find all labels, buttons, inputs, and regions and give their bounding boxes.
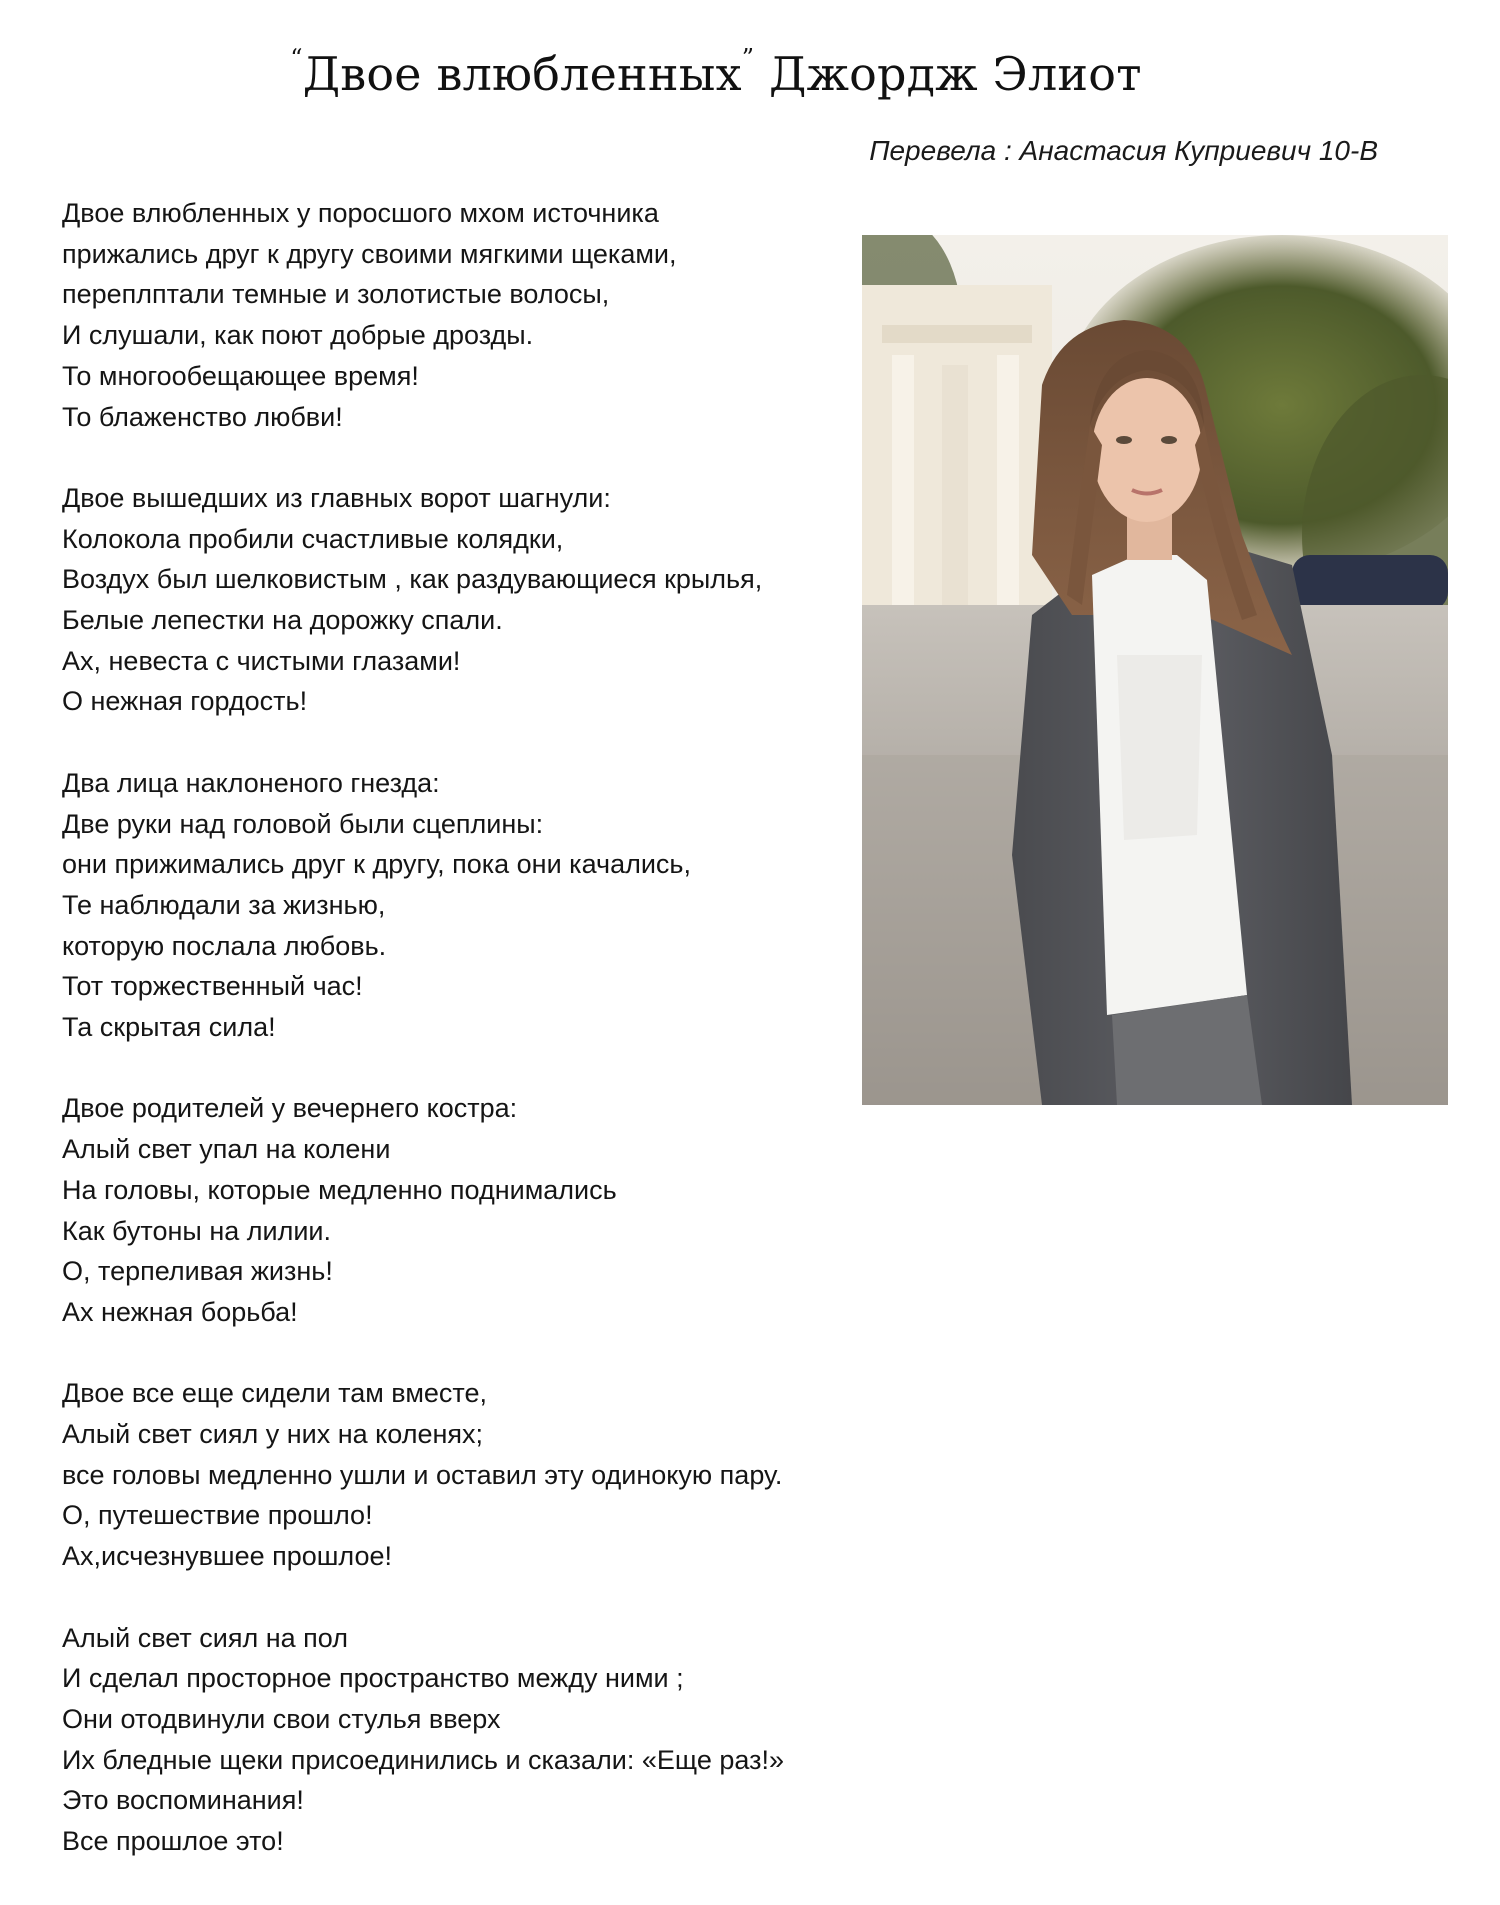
stanza bbox=[62, 1373, 862, 1577]
poem-body bbox=[62, 193, 862, 1862]
poem-line: И слушали, как поют добрые дрозды. bbox=[62, 320, 534, 351]
poem-line: они прижимались друг к другу, пока они качались, bbox=[62, 849, 691, 880]
poem-line: Как бутоны на лилии. bbox=[62, 1215, 332, 1246]
translator-credit: Перевела : Анастасия Куприевич 10-В bbox=[869, 135, 1378, 166]
poem-title: Двое влюбленных bbox=[302, 47, 742, 101]
poem-line: О, путешествие прошло! bbox=[62, 1500, 373, 1531]
poem-line: Воздух был шелковистым , как раздувающиеся крылья, bbox=[62, 564, 763, 595]
poem-line: То многообещающее время! bbox=[62, 360, 419, 391]
poem-line: Та скрытая сила! bbox=[62, 1012, 276, 1043]
poem-line: Белые лепестки на дорожку спали. bbox=[62, 605, 503, 636]
poem-line: Они отодвинули свои стулья вверх bbox=[62, 1703, 501, 1734]
poem-line: Их бледные щеки присоединились и сказали: «Еще раз!» bbox=[62, 1744, 784, 1775]
poem-line: Двое родителей у вечернего костра: bbox=[62, 1093, 518, 1124]
poem-line: Ах нежная борьба! bbox=[62, 1296, 298, 1327]
poem-line: Двое вышедших из главных ворот шагнули: bbox=[62, 482, 611, 513]
poem-line: О, терпеливая жизнь! bbox=[62, 1256, 333, 1287]
poem-line: И сделал просторное пространство между ними ; bbox=[62, 1663, 684, 1694]
portrait-photo bbox=[862, 235, 1448, 1105]
poem-line: Алый свет упал на колени bbox=[62, 1134, 391, 1165]
poem-line: Все прошлое это! bbox=[62, 1826, 284, 1857]
title-quote-close: ” bbox=[741, 44, 755, 72]
poem-line: О нежная гордость! bbox=[62, 686, 308, 717]
poem-line: переплптали темные и золотистые волосы, bbox=[62, 279, 610, 310]
poem-line: Алый свет сиял у них на коленях; bbox=[62, 1419, 484, 1450]
stanza bbox=[62, 193, 862, 437]
poem-line: Колокола пробили счастливые колядки, bbox=[62, 523, 564, 554]
poem-line: Две руки над головой были сцеплины: bbox=[62, 808, 544, 839]
stanza bbox=[62, 1618, 862, 1862]
portrait-photo-icon bbox=[862, 235, 1448, 1105]
page-title bbox=[0, 44, 1432, 101]
poem-line: Алый свет сиял на пол bbox=[62, 1622, 348, 1653]
poem-line: То блаженство любви! bbox=[62, 401, 343, 432]
poem-line: Это воспоминания! bbox=[62, 1785, 304, 1816]
poem-line: Ах, невеста с чистыми глазами! bbox=[62, 645, 461, 676]
poem-line: Два лица наклоненого гнезда: bbox=[62, 767, 440, 798]
stanza bbox=[62, 478, 862, 722]
stanza bbox=[62, 763, 862, 1048]
poem-line: все головы медленно ушли и оставил эту одинокую пару. bbox=[62, 1459, 783, 1490]
poem-line: На головы, которые медленно поднимались bbox=[62, 1174, 617, 1205]
poem-line: которую послала любовь. bbox=[62, 930, 387, 961]
poem-line: прижались друг к другу своими мягкими щеками, bbox=[62, 238, 677, 269]
poem-line: Двое все еще сидели там вместе, bbox=[62, 1378, 487, 1409]
poem-line: Те наблюдали за жизнью, bbox=[62, 889, 386, 920]
title-quote-open: “ bbox=[290, 44, 303, 72]
poem-author: Джордж Элиот bbox=[754, 47, 1142, 101]
poem-line: Тот торжественный час! bbox=[62, 971, 363, 1002]
poem-line: Ах,исчезнувшее прошлое! bbox=[62, 1541, 393, 1572]
poem-line: Двое влюбленных у поросшого мхом источника bbox=[62, 198, 659, 228]
stanza bbox=[62, 1088, 862, 1332]
